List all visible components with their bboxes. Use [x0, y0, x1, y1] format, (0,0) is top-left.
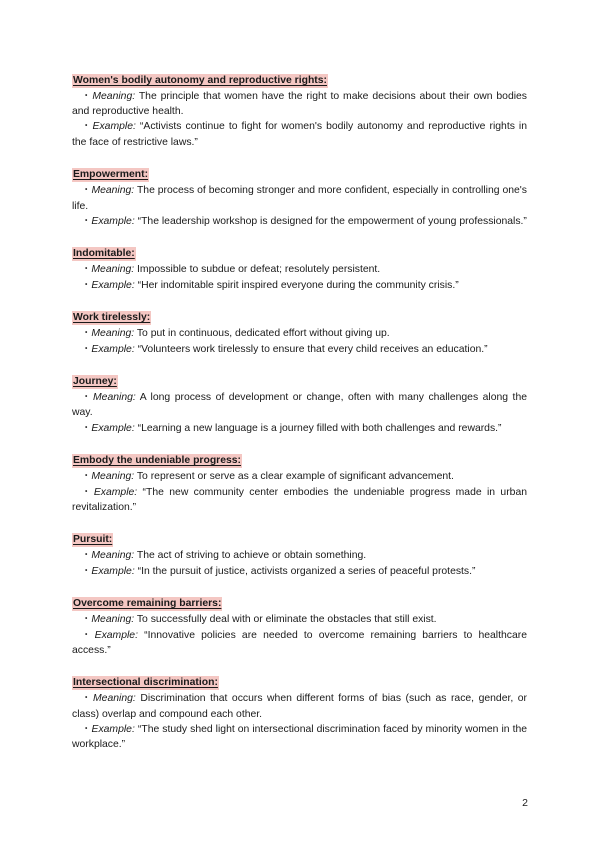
- bullet: ・: [81, 328, 92, 340]
- example-label: Example:: [91, 215, 135, 227]
- meaning-label: Meaning:: [92, 91, 136, 102]
- bullet: ・: [81, 215, 92, 227]
- example-label: Example:: [91, 422, 135, 434]
- example-label: Example:: [94, 629, 138, 641]
- meaning-line: [72, 183, 527, 213]
- example-text: “The leadership workshop is designed for the empowerment of young professionals.”: [137, 215, 527, 227]
- glossary-entry: [72, 371, 527, 436]
- example-label: Example:: [91, 565, 135, 577]
- meaning-line: [72, 262, 527, 277]
- meaning-line: [72, 89, 527, 119]
- meaning-label: Meaning:: [93, 693, 136, 705]
- glossary-term: Women's bodily autonomy and reproductive rights:: [73, 75, 327, 86]
- meaning-label: Meaning:: [91, 614, 135, 626]
- meaning-text: The principle that women have the right to make decisions about their own bodies and reproductive health.: [72, 91, 528, 118]
- example-line: [72, 119, 527, 149]
- example-text: “Activists continue to fight for women's bodily autonomy and reproductive rights in the face of restrictive laws.”: [72, 121, 528, 148]
- bullet: ・: [81, 279, 92, 291]
- glossary-entry: [72, 450, 527, 515]
- bullet: ・: [81, 121, 93, 133]
- meaning-text: The act of striving to achieve or obtain something.: [136, 550, 367, 562]
- meaning-line: [72, 469, 527, 484]
- example-line: [72, 278, 527, 293]
- bullet: ・: [81, 264, 92, 276]
- example-line: [72, 485, 527, 515]
- glossary-entry: [72, 529, 527, 578]
- bullet: ・: [81, 392, 94, 404]
- bullet: ・: [81, 343, 92, 355]
- glossary-term: Intersectional discrimination:: [73, 677, 218, 689]
- example-line: [72, 214, 527, 229]
- meaning-label: Meaning:: [93, 392, 136, 404]
- meaning-line: [72, 548, 527, 563]
- bullet: ・: [81, 471, 92, 483]
- document-page: [72, 70, 527, 767]
- example-line: [72, 722, 527, 752]
- meaning-label: Meaning:: [91, 550, 135, 562]
- glossary-term: Indomitable:: [73, 248, 135, 260]
- bullet: ・: [81, 91, 93, 102]
- glossary-entry: [72, 593, 527, 658]
- bullet: ・: [81, 723, 92, 735]
- example-label: Example:: [93, 486, 138, 498]
- example-label: Example:: [91, 723, 135, 735]
- example-text: “Her indomitable spirit inspired everyone during the community crisis.”: [137, 279, 459, 291]
- example-label: Example:: [91, 343, 135, 355]
- example-line: [72, 564, 527, 579]
- meaning-text: To successfully deal with or eliminate the obstacles that still exist.: [136, 614, 437, 626]
- example-text: “The new community center embodies the undeniable progress made in urban revitalization.”: [72, 486, 528, 513]
- glossary-term: Work tirelessly:: [73, 312, 151, 324]
- glossary-entry: [72, 307, 527, 356]
- glossary-term: Empowerment:: [73, 169, 149, 181]
- example-label: Example:: [91, 279, 135, 291]
- meaning-line: [72, 612, 527, 627]
- example-line: [72, 628, 527, 658]
- meaning-text: A long process of development or change, often with many challenges along the way.: [72, 392, 528, 419]
- bullet: ・: [81, 486, 94, 498]
- example-text: “The study shed light on intersectional discrimination faced by minority women in the workplace.”: [72, 723, 528, 751]
- example-line: [72, 421, 527, 436]
- meaning-line: [72, 691, 527, 721]
- bullet: ・: [81, 422, 92, 434]
- meaning-label: Meaning:: [91, 264, 135, 276]
- meaning-text: To represent or serve as a clear example of significant advancement.: [136, 471, 454, 483]
- bullet: ・: [81, 185, 92, 197]
- meaning-text: Impossible to subdue or defeat; resolutely persistent.: [137, 264, 381, 276]
- bullet: ・: [81, 693, 94, 705]
- bullet: ・: [81, 550, 92, 562]
- glossary-term: Embody the undeniable progress:: [73, 455, 242, 467]
- example-label: Example:: [92, 121, 136, 133]
- example-text: “Volunteers work tirelessly to ensure that every child receives an education.”: [137, 343, 488, 355]
- bullet: ・: [81, 565, 92, 577]
- meaning-text: The process of becoming stronger and more confident, especially in controlling one's life.: [72, 185, 527, 212]
- bullet: ・: [81, 614, 92, 626]
- example-text: “Learning a new language is a journey filled with both challenges and rewards.”: [137, 422, 502, 434]
- page-number: 2: [522, 797, 528, 809]
- glossary-term: Pursuit:: [73, 534, 113, 546]
- glossary-entry: [72, 70, 527, 150]
- bullet: ・: [81, 629, 95, 641]
- meaning-label: Meaning:: [91, 185, 135, 197]
- example-text: “Innovative policies are needed to overcome remaining barriers to healthcare access.”: [72, 629, 527, 656]
- example-text: “In the pursuit of justice, activists organized a series of peaceful protests.”: [137, 565, 476, 577]
- example-line: [72, 342, 527, 357]
- meaning-line: [72, 326, 527, 341]
- meaning-text: Discrimination that occurs when different forms of bias (such as race, gender, or class) overlap and compound each other.: [72, 693, 528, 720]
- glossary-entry: [72, 243, 527, 292]
- meaning-label: Meaning:: [91, 471, 135, 483]
- meaning-line: [72, 390, 527, 420]
- glossary-entry: [72, 164, 527, 229]
- meaning-label: Meaning:: [91, 328, 135, 340]
- glossary-term: Overcome remaining barriers:: [73, 598, 222, 610]
- glossary-term: Journey:: [73, 376, 117, 388]
- glossary-entry: [72, 672, 527, 752]
- meaning-text: To put in continuous, dedicated effort without giving up.: [136, 328, 390, 340]
